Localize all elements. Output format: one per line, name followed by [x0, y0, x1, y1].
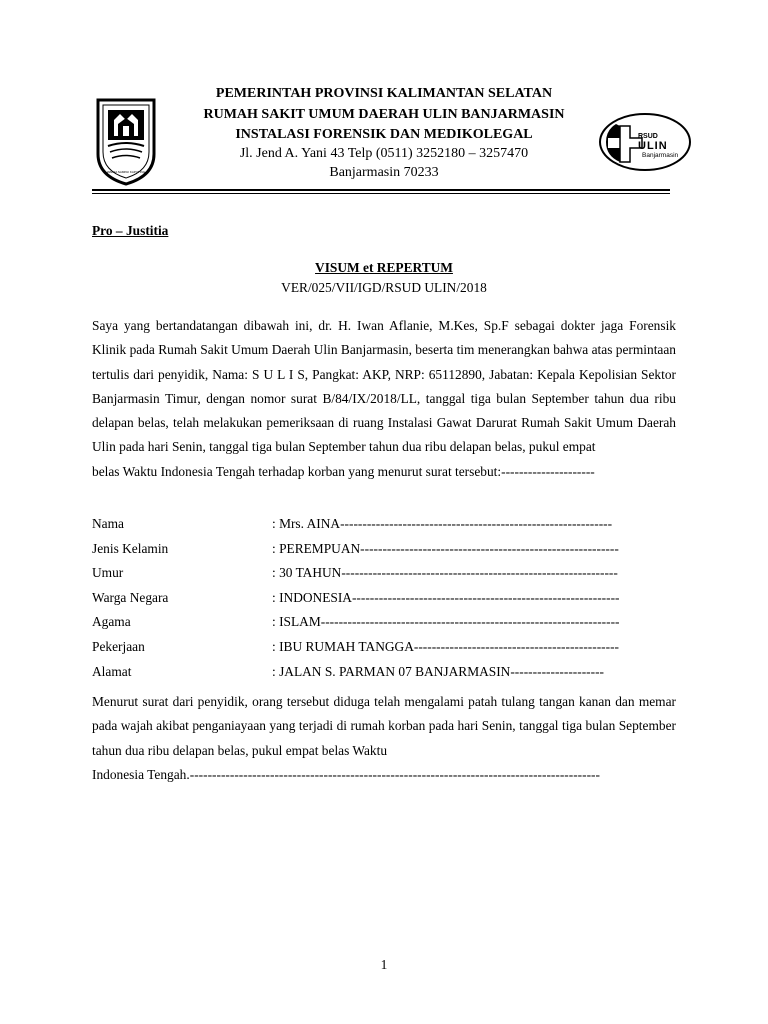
identity-value: : INDONESIA------------------------------------------------------------ — [272, 589, 620, 605]
identity-label: Jenis Kelamin — [92, 540, 169, 556]
identity-label: Warga Negara — [92, 589, 169, 605]
identity-label: Agama — [92, 614, 131, 630]
identity-value: : ISLAM------------------------------------------------------------------- — [272, 614, 620, 630]
document-title: VISUM et REPERTUM — [315, 260, 453, 275]
intro-text: Saya yang bertandatangan dibawah ini, dr. H. Iwan Aflanie, M.Kes, Sp.F sebagai dokter jaga Forensik Klinik pada Rumah Sakit Umum Daerah Ulin Banjarmasin, beserta tim menerangkan bahwa atas permintaan tertulis dari penyidik, Nama: S U L I S, Pangkat: AKP, NRP: 65112890, Jabatan: Kepala Kepolisian Sektor Banjarmasin Timur, dengan nomor surat B/84/IX/2018/LL, tanggal tiga bulan September tahun dua ribu delapan belas, telah melakukan pemeriksaan di ruang Instalasi Gawat Darurat Rumah Sakit Umum Daerah Ulin pada hari Senin, tanggal tiga bulan September tahun dua ribu delapan belas, pukul empat — [92, 318, 676, 455]
logo-rsud-text: RSUD — [638, 133, 658, 140]
identity-label: Umur — [92, 565, 124, 581]
header-city: Banjarmasin 70233 — [329, 165, 439, 180]
identity-value: : IBU RUMAH TANGGA---------------------------------------------- — [272, 639, 620, 654]
finding-text: Menurut surat dari penyidik, orang tersebut diduga telah mengalami patah tulang tangan kanan dan memar pada wajah akibat penganiayaan yang terjadi di rumah korban pada hari Senin, tanggal tiga bulan September tahun dua ribu delapan belas, pukul empat belas Waktu — [92, 694, 676, 758]
identity-value: : JALAN S. PARMAN 07 BANJARMASIN--------------------- — [272, 663, 604, 679]
identity-row — [92, 565, 682, 589]
header-address: Jl. Jend A. Yani 43 Telp (0511) 3252180 – 3257470 — [239, 146, 529, 161]
finding-paragraph — [92, 690, 676, 787]
logo-city-text: Banjarmasin — [642, 152, 679, 159]
crest-caption: WADJA SAMPAI KAPUTING — [106, 170, 146, 174]
identity-value: : 30 TAHUN-------------------------------------------------------------- — [272, 565, 618, 581]
identity-label: Nama — [92, 516, 124, 531]
header-rule-bottom — [92, 193, 670, 194]
identity-row — [92, 516, 682, 540]
identity-value: : PEREMPUAN---------------------------------------------------------- — [272, 540, 619, 556]
pro-justitia: Pro – Justitia — [92, 223, 169, 238]
identity-label: Alamat — [92, 663, 132, 679]
identity-row — [92, 639, 682, 663]
identity-row — [92, 664, 682, 688]
finding-last-line: Indonesia Tengah.-------------------------------------------------------------------------------------------- — [92, 766, 600, 782]
identity-row — [92, 590, 682, 614]
header-installation: INSTALASI FORENSIK DAN MEDIKOLEGAL — [235, 127, 533, 142]
intro-paragraph — [92, 314, 676, 484]
header-rule-top — [92, 189, 670, 191]
identity-row — [92, 614, 682, 638]
identity-row — [92, 541, 682, 565]
identity-value: : Mrs. AINA------------------------------------------------------------- — [272, 516, 613, 531]
logo-ulin-text: ULIN — [638, 140, 668, 152]
header-government: PEMERINTAH PROVINSI KALIMANTAN SELATAN — [215, 86, 553, 101]
rsud-ulin-logo — [598, 112, 692, 172]
intro-last-line: belas Waktu Indonesia Tengah terhadap korban yang menurut surat tersebut:--------------------- — [92, 463, 595, 479]
document-number: VER/025/VII/IGD/RSUD ULIN/2018 — [281, 280, 487, 295]
identity-label: Pekerjaan — [92, 639, 145, 654]
header-hospital: RUMAH SAKIT UMUM DAERAH ULIN BANJARMASIN — [203, 107, 565, 122]
page-number: 1 — [380, 957, 388, 972]
